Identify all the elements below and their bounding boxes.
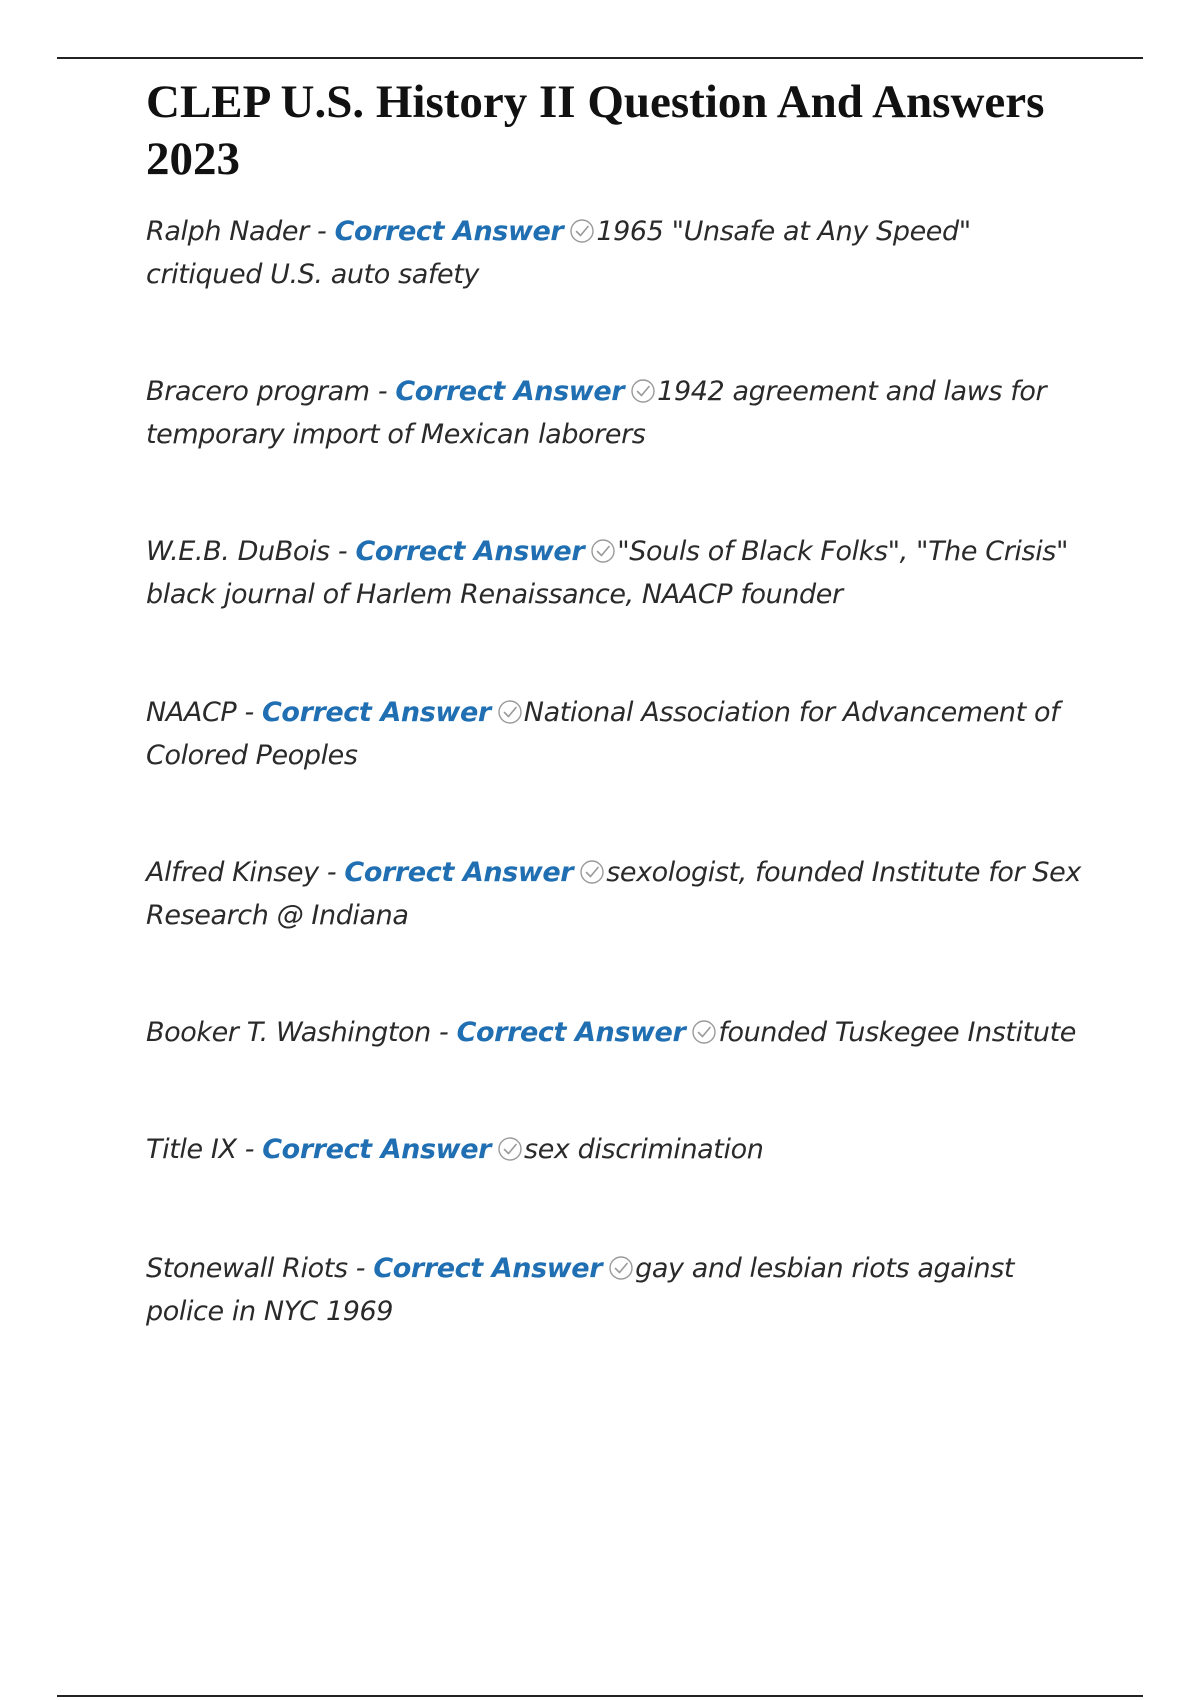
top-rule xyxy=(57,57,1143,59)
qa-term: Stonewall Riots xyxy=(146,1253,348,1284)
qa-item xyxy=(146,1247,1086,1333)
qa-answer: sexologist, founded Institute for Sex Research @ Indiana xyxy=(146,857,1081,931)
qa-term: Ralph Nader xyxy=(146,216,309,247)
check-circle-icon xyxy=(691,1019,717,1045)
bottom-rule xyxy=(57,1695,1143,1697)
qa-answer: founded Tuskegee Institute xyxy=(718,1017,1076,1048)
correct-answer-label: Correct Answer xyxy=(456,1017,686,1048)
check-circle-icon xyxy=(497,699,523,725)
correct-answer-label: Correct Answer xyxy=(395,376,625,407)
check-circle-icon xyxy=(608,1255,634,1281)
qa-item xyxy=(146,851,1086,937)
qa-separator: - xyxy=(318,857,345,888)
qa-term: Booker T. Washington xyxy=(146,1017,431,1048)
check-circle-icon xyxy=(569,218,595,244)
qa-answer: 1942 agreement and laws for temporary import of Mexican laborers xyxy=(146,376,1047,450)
qa-term: Bracero program xyxy=(146,376,370,407)
qa-separator: - xyxy=(308,216,335,247)
correct-answer-label: Correct Answer xyxy=(334,216,564,247)
qa-term: Title IX xyxy=(146,1134,237,1165)
check-circle-icon xyxy=(630,378,656,404)
qa-item xyxy=(146,370,1086,456)
correct-answer-label: Correct Answer xyxy=(344,857,574,888)
qa-item xyxy=(146,1128,1086,1171)
check-circle-icon xyxy=(579,859,605,885)
qa-term: Alfred Kinsey xyxy=(146,857,319,888)
qa-item xyxy=(146,1011,1086,1054)
qa-answer: "Souls of Black Folks", "The Crisis" black journal of Harlem Renaissance, NAACP founder xyxy=(146,536,1068,610)
qa-separator: - xyxy=(369,376,396,407)
qa-item xyxy=(146,691,1086,777)
check-circle-icon xyxy=(590,538,616,564)
document-body xyxy=(146,68,1086,1327)
qa-answer: gay and lesbian riots against police in NYC 1969 xyxy=(146,1253,1015,1327)
correct-answer-label: Correct Answer xyxy=(262,697,491,728)
qa-separator: - xyxy=(329,536,356,567)
qa-separator: - xyxy=(236,1134,263,1165)
correct-answer-label: Correct Answer xyxy=(373,1253,603,1284)
qa-answer: 1965 "Unsafe at Any Speed" critiqued U.S. auto safety xyxy=(146,216,971,290)
qa-separator: - xyxy=(347,1253,374,1284)
qa-item xyxy=(146,210,1086,296)
correct-answer-label: Correct Answer xyxy=(355,536,585,567)
qa-item xyxy=(146,530,1086,616)
qa-answer: National Association for Advancement of Colored Peoples xyxy=(146,697,1060,771)
document-title: CLEP U.S. History II Question And Answers 2023 xyxy=(146,76,1045,185)
correct-answer-label: Correct Answer xyxy=(262,1134,492,1165)
qa-term: W.E.B. DuBois xyxy=(146,536,330,567)
qa-term: NAACP xyxy=(146,697,237,728)
qa-answer: sex discrimination xyxy=(524,1134,764,1165)
check-circle-icon xyxy=(497,1136,523,1162)
qa-separator: - xyxy=(236,697,262,728)
qa-separator: - xyxy=(430,1017,457,1048)
